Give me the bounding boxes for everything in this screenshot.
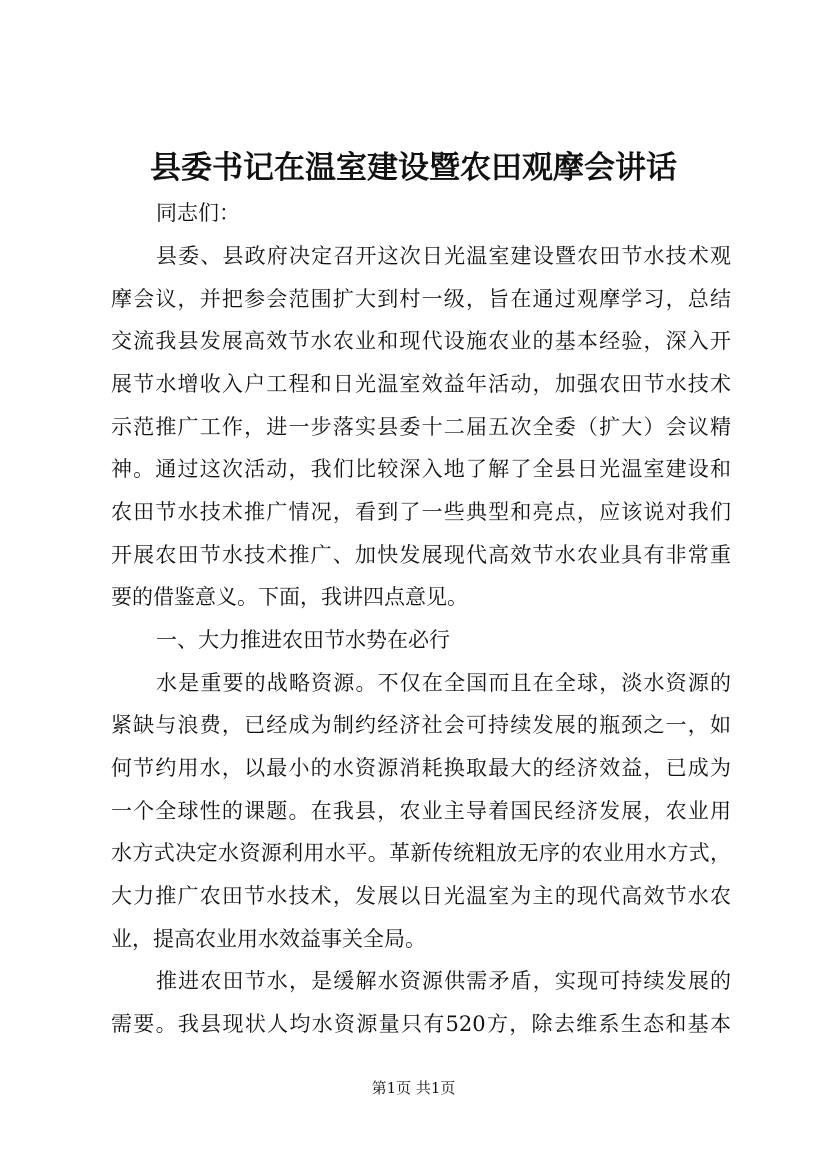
paragraph-line: 展节水增收入户工程和日光温室效益年活动，加强农田节水技术 — [111, 372, 731, 396]
paragraph-line: 一个全球性的课题。在我县，农业主导着国民经济发展，农业用 — [111, 799, 731, 823]
salutation-line: 同志们： — [156, 201, 240, 225]
document-title: 县委书记在温室建设暨农田观摩会讲话 — [150, 150, 677, 186]
paragraph-line: 紧缺与浪费，已经成为制约经济社会可持续发展的瓶颈之一，如 — [111, 713, 731, 737]
paragraph-line: 业，提高农业用水效益事关全局。 — [111, 927, 426, 951]
paragraph-line: 示范推广工作，进一步落实县委十二届五次全委（扩大）会议精 — [111, 415, 731, 439]
page-footer: 第1页 共1页 — [371, 1079, 456, 1097]
paragraph-line: 要的借鉴意义。下面，我讲四点意见。 — [111, 585, 468, 609]
paragraph-line: 何节约用水，以最小的水资源消耗换取最大的经济效益，已成为 — [111, 756, 731, 780]
paragraph-line: 县委、县政府决定召开这次日光温室建设暨农田节水技术观 — [156, 244, 731, 268]
paragraph-line: 神。通过这次活动，我们比较深入地了解了全县日光温室建设和 — [111, 457, 731, 481]
paragraph-line: 大力推广农田节水技术，发展以日光温室为主的现代高效节水农 — [111, 884, 731, 908]
paragraph-line: 开展农田节水技术推广、加快发展现代高效节水农业具有非常重 — [111, 543, 731, 567]
paragraph-line: 水方式决定水资源利用水平。革新传统粗放无序的农业用水方式， — [111, 841, 731, 865]
paragraph-line: 推进农田节水，是缓解水资源供需矛盾，实现可持续发展的 — [156, 969, 731, 993]
section-heading: 一、大力推进农田节水势在必行 — [156, 628, 450, 652]
paragraph-line: 摩会议，并把参会范围扩大到村一级，旨在通过观摩学习，总结 — [111, 287, 731, 311]
paragraph-line: 交流我县发展高效节水农业和现代设施农业的基本经验，深入开 — [111, 329, 731, 353]
paragraph-line: 水是重要的战略资源。不仅在全国而且在全球，淡水资源的 — [156, 671, 731, 695]
paragraph-line: 需要。我县现状人均水资源量只有520方，除去维系生态和基本 — [111, 1012, 731, 1036]
paragraph-line: 农田节水技术推广情况，看到了一些典型和亮点，应该说对我们 — [111, 500, 731, 524]
